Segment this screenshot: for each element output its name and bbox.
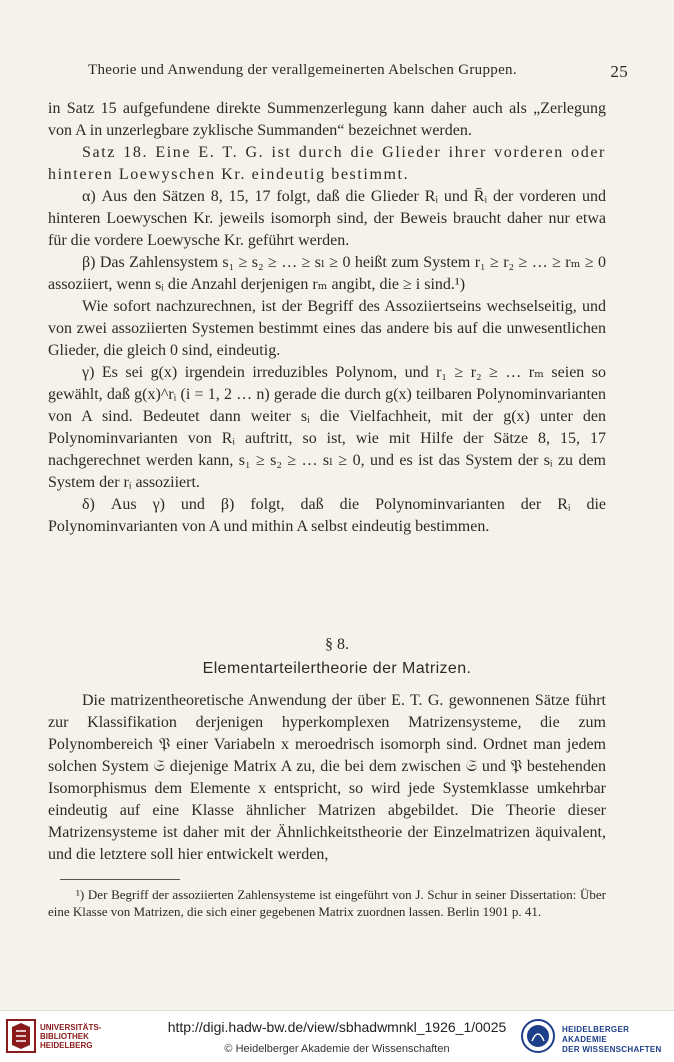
permalink-url[interactable]: http://digi.hadw-bw.de/view/sbhadwmnkl_1926_1/0025 bbox=[167, 1019, 507, 1035]
viewer-footer-bar bbox=[0, 1010, 674, 1062]
running-title: Theorie und Anwendung der verallgemeinerten Abelschen Gruppen. bbox=[88, 62, 517, 78]
copyright-notice: © Heidelberger Akademie der Wissenschaften bbox=[224, 1043, 450, 1055]
section-paragraph: Die matrizentheoretische Anwendung der über E. T. G. gewonnenen Sätze führt zur Klassifikation derjenigen hyperkomplexen Matrizensysteme, die zum Polynombereich 𝔓 einer Variabeln x meroedrisch isomorph sind. Ordnet man jedem solchen System 𝔖 diejenige Matrix A zu, die bei dem zwischen 𝔖 und 𝔓 bestehenden Isomorphismus dem Elemente x entspricht, so wird jede Systemklasse umkehrbar eindeutig auf eine Klasse ähnlicher Matrizen abgebildet. Die Theorie dieser Matrizensysteme ist daher mit der Ähnlichkeitstheorie der Einzelmatrizen äquivalent, und die letztere soll hier entwickelt werden, bbox=[48, 692, 606, 863]
section-number: § 8. bbox=[325, 636, 349, 653]
theorem-18: Satz 18. Eine E. T. G. ist durch die Glieder ihrer vorderen oder hinteren Loewyschen Kr. eindeutig bestimmt. bbox=[48, 144, 606, 183]
proof-alpha: α) Aus den Sätzen 8, 15, 17 folgt, daß die Glieder Rᵢ und R̄ᵢ der vorderen und hinteren Loewyschen Kr. jeweils isomorph sind, der Beweis braucht daher nur etwa für die vordere Loewysche Kr. geführt werden. bbox=[48, 188, 606, 249]
paragraph-associated: Wie sofort nachzurechnen, ist der Begriff des Assoziiertseins wechselseitig, und von zwei assoziierten Systemen bestimmt eines das andere bis auf die unwesentlichen Glieder, die gleich 0 sind, eindeutig. bbox=[48, 298, 606, 359]
page-number: 25 bbox=[610, 62, 628, 81]
footnote-rule bbox=[60, 879, 180, 880]
academy-seal-icon[interactable] bbox=[520, 1017, 556, 1055]
section-title: Elementarteilertheorie der Matrizen. bbox=[202, 660, 472, 677]
paragraph-continuation: in Satz 15 aufgefundene direkte Summenzerlegung kann daher auch als „Zerlegung von A in unzerlegbare zyklische Summanden“ bezeichnet werden. bbox=[48, 100, 606, 139]
footnote-text: ¹) Der Begriff der assoziierten Zahlensysteme ist eingeführt von J. Schur in seiner Dissertation: Über eine Klasse von Matrizen, die sich einer gegebenen Matrix zuordnen lassen. Berlin 1901 p. 41. bbox=[48, 887, 606, 919]
proof-beta: β) Das Zahlensystem s₁ ≥ s₂ ≥ … ≥ sₗ ≥ 0 heißt zum System r₁ ≥ r₂ ≥ … ≥ rₘ ≥ 0 assoziiert, wenn sᵢ die Anzahl derjenigen rₘ angibt, die ≥ i sind.¹) bbox=[48, 254, 606, 293]
proof-delta: δ) Aus γ) und β) folgt, daß die Polynominvarianten der Rᵢ die Polynominvarianten von A und mithin A selbst eindeutig bestimmen. bbox=[48, 496, 606, 535]
academy-label: HEIDELBERGER AKADEMIE DER WISSENSCHAFTEN bbox=[562, 1025, 662, 1054]
footnote bbox=[48, 886, 606, 920]
proof-gamma: γ) Es sei g(x) irgendein irreduzibles Polynom, und r₁ ≥ r₂ ≥ … rₘ seien so gewählt, daß g(x)^rᵢ (i = 1, 2 … n) gerade die durch g(x) teilbaren Polynominvarianten von A sind. Bedeutet dann weiter sᵢ die Vielfachheit, mit der g(x) unter den Polynominvarianten von Rᵢ auftritt, so ist, wie mit Hilfe der Sätze 8, 15, 17 nachgerechnet werden kann, s₁ ≥ s₂ ≥ … sₗ ≥ 0, und es ist das System der sᵢ zu dem System der rᵢ assoziiert. bbox=[48, 364, 606, 491]
section-text bbox=[48, 690, 606, 866]
main-text bbox=[48, 98, 606, 538]
university-library-label: UNIVERSITÄTS- BIBLIOTHEK HEIDELBERG bbox=[40, 1023, 102, 1050]
